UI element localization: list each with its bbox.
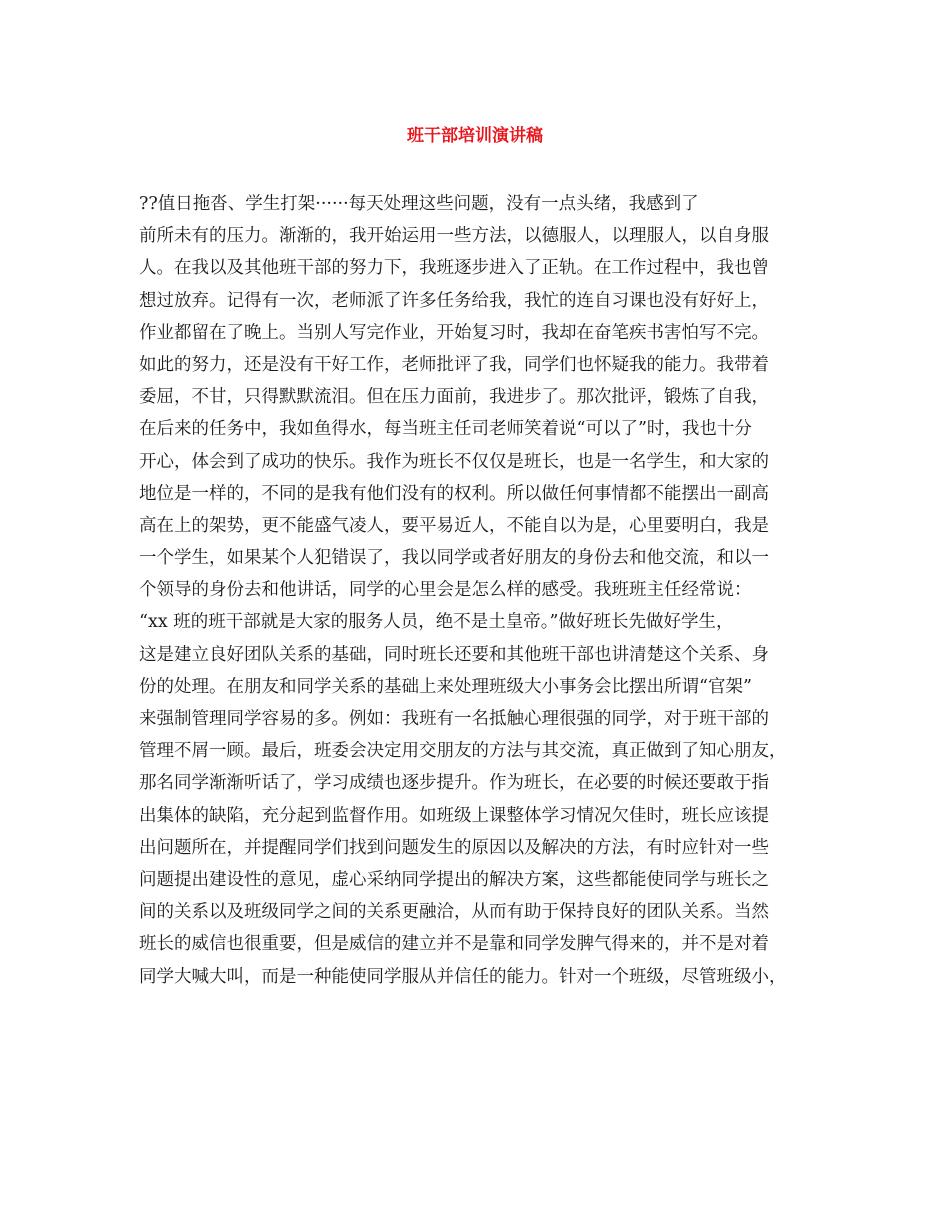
body-line: ??值日拖沓、学生打架······每天处理这些问题，没有一点头绪，我感到了 xyxy=(139,194,699,214)
body-line: 份的处理。在朋友和同学关系的基础上来处理班级大小事务会比摆出所谓“官架” xyxy=(139,676,752,697)
body-line: 出问题所在，并提醒同学们找到问题发生的原因以及解决的方法，有时应针对一些 xyxy=(139,837,769,858)
document-body xyxy=(139,188,839,993)
body-line: 班长的威信也很重要，但是威信的建立并不是靠和同学发脾气得来的，并不是对着 xyxy=(139,934,769,955)
body-line: 同学大喊大叫，而是一种能使同学服从并信任的能力。针对一个班级，尽管班级小， xyxy=(139,966,787,987)
document-title: 班干部培训演讲稿 xyxy=(407,126,543,146)
body-line: 这是建立良好团队关系的基础，同时班长还要和其他班干部也讲清楚这个关系、身 xyxy=(139,644,769,665)
body-line: 开心，体会到了成功的快乐。我作为班长不仅仅是班长，也是一名学生，和大家的 xyxy=(139,451,769,472)
body-line: 委屈，不甘，只得默默流泪。但在压力面前，我进步了。那次批评，锻炼了自我， xyxy=(139,387,769,408)
body-line: 前所未有的压力。渐渐的，我开始运用一些方法，以德服人，以理服人，以自身服 xyxy=(139,226,769,247)
body-line: 高在上的架势，更不能盛气凌人，要平易近人，不能自以为是，心里要明白，我是 xyxy=(139,515,769,536)
body-line: 那名同学渐渐听话了，学习成绩也逐步提升。作为班长，在必要的时候还要敢于指 xyxy=(139,773,769,794)
body-line: 问题提出建设性的意见，虚心采纳同学提出的解决方案，这些都能使同学与班长之 xyxy=(139,869,769,890)
body-line: 作业都留在了晚上。当别人写完作业，开始复习时，我却在奋笔疾书害怕写不完。 xyxy=(139,322,769,343)
body-line: 人。在我以及其他班干部的努力下，我班逐步进入了正轨。在工作过程中，我也曾 xyxy=(139,258,769,279)
body-line: 想过放弃。记得有一次，老师派了许多任务给我，我忙的连自习课也没有好好上， xyxy=(139,290,769,311)
body-line: 一个学生，如果某个人犯错误了，我以同学或者好朋友的身份去和他交流，和以一 xyxy=(139,548,769,569)
body-line: “xx 班的班干部就是大家的服务人员，绝不是土皇帝。”做好班长先做好学生， xyxy=(139,612,734,633)
body-line: 在后来的任务中，我如鱼得水，每当班主任司老师笑着说“可以了”时，我也十分 xyxy=(139,419,752,440)
body-line: 如此的努力，还是没有干好工作，老师批评了我，同学们也怀疑我的能力。我带着 xyxy=(139,354,769,375)
body-line: 来强制管理同学容易的多。例如：我班有一名抵触心理很强的同学，对于班干部的 xyxy=(139,709,769,729)
body-line: 间的关系以及班级同学之间的关系更融洽，从而有助于保持良好的团队关系。当然 xyxy=(139,902,769,923)
body-line: 个领导的身份去和他讲话，同学的心里会是怎么样的感受。我班班主任经常说： xyxy=(139,580,752,601)
body-line: 出集体的缺陷，充分起到监督作用。如班级上课整体学习情况欠佳时，班长应该提 xyxy=(139,805,769,826)
body-line: 地位是一样的，不同的是我有他们没有的权利。所以做任何事情都不能摆出一副高 xyxy=(139,483,769,504)
body-line: 管理不屑一顾。最后，班委会决定用交朋友的方法与其交流，真正做到了知心朋友， xyxy=(139,741,787,762)
